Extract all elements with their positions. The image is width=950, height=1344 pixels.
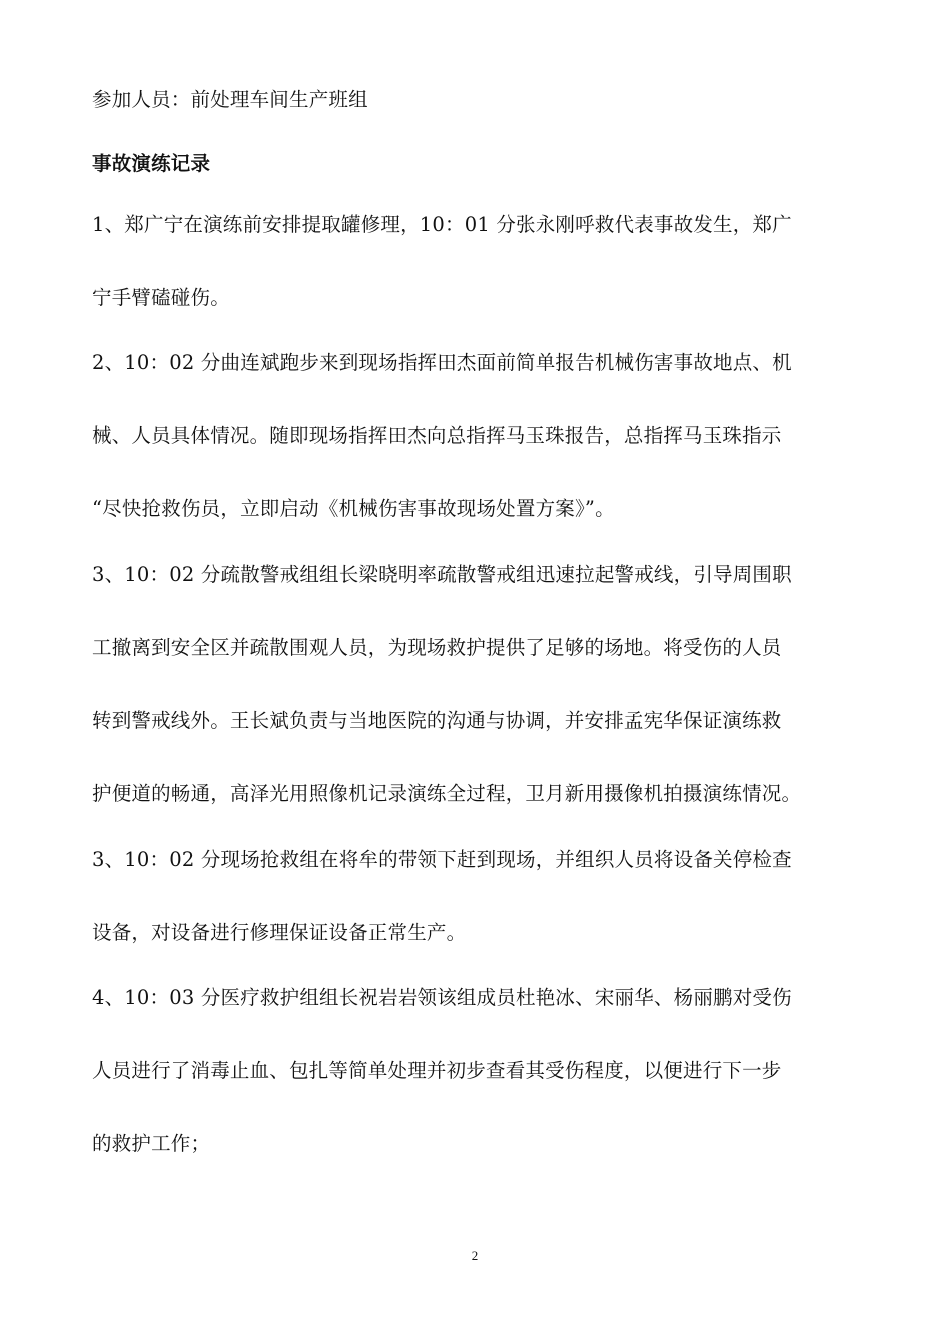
paragraph-line: 械、人员具体情况。随即现场指挥田杰向总指挥马玉珠报告，总指挥马玉珠指示 [92, 424, 782, 447]
paragraph-line: 的救护工作； [92, 1132, 211, 1155]
section-title: 事故演练记录 [92, 152, 211, 175]
paragraph-line: 宁手臂磕碰伤。 [92, 286, 230, 309]
paragraph-line: 4、10：03 分医疗救护组组长祝岩岩领该组成员杜艳冰、宋丽华、杨丽鹏对受伤 [92, 986, 792, 1009]
page-number: 2 [471, 1248, 479, 1263]
paragraph-line: 3、10：02 分现场抢救组在将牟的带领下赶到现场，并组织人员将设备关停检查 [92, 848, 792, 871]
participants-line: 参加人员：前处理车间生产班组 [92, 88, 368, 111]
paragraph-line: 转到警戒线外。王长斌负责与当地医院的沟通与协调，并安排孟宪华保证演练救 [92, 709, 782, 732]
paragraph-line: 2、10：02 分曲连斌跑步来到现场指挥田杰面前简单报告机械伤害事故地点、机 [92, 351, 792, 374]
paragraph-line: 人员进行了消毒止血、包扎等简单处理并初步查看其受伤程度，以便进行下一步 [92, 1059, 782, 1082]
paragraph-line: 1、郑广宁在演练前安排提取罐修理，10：01 分张永刚呼救代表事故发生，郑广 [92, 213, 792, 236]
paragraph-line: 设备，对设备进行修理保证设备正常生产。 [92, 921, 467, 944]
paragraph-line: 3、10：02 分疏散警戒组组长梁晓明率疏散警戒组迅速拉起警戒线，引导周围职 [92, 563, 792, 586]
paragraph-line: “尽快抢救伤员，立即启动《机械伤害事故现场处置方案》”。 [92, 497, 615, 520]
paragraph-line: 护便道的畅通，高泽光用照像机记录演练全过程，卫月新用摄像机拍摄演练情况。 [92, 782, 802, 805]
paragraph-line: 工撤离到安全区并疏散围观人员，为现场救护提供了足够的场地。将受伤的人员 [92, 636, 782, 659]
